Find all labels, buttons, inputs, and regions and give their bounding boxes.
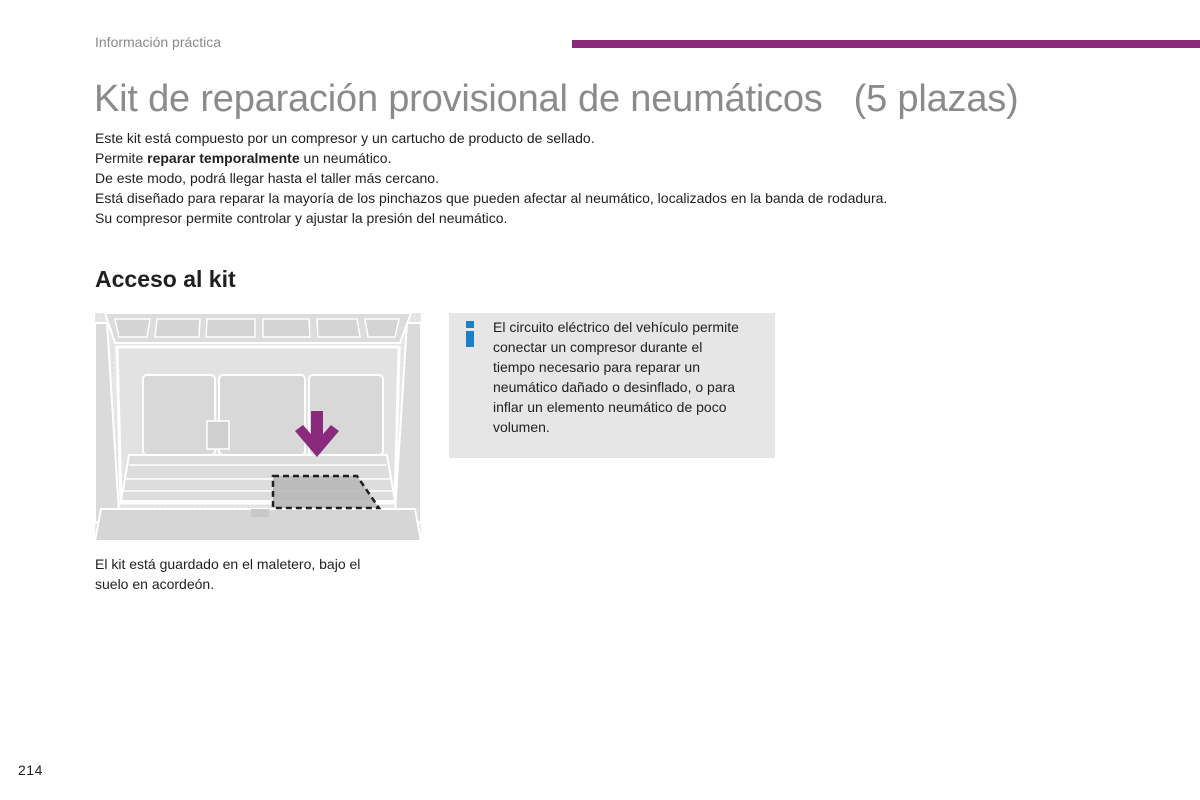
trunk-illustration [95, 313, 421, 541]
info-line: volumen. [493, 419, 550, 435]
info-line: neumático dañado o desinflado, o para [493, 379, 736, 395]
page-title: Kit de reparación provisional de neumáticos (5 plazas) [94, 78, 1019, 120]
header-accent-bar [572, 40, 1200, 48]
info-line: tiempo necesario para reparar un [493, 359, 701, 375]
caption-line: suelo en acordeón. [95, 576, 215, 592]
info-icon [465, 321, 475, 347]
section-heading: Acceso al kit [95, 266, 236, 292]
info-line: inflar un elemento neumático de poco [493, 399, 727, 415]
intro-line: Su compresor permite controlar y ajustar la presión del neumático. [95, 210, 508, 226]
caption-line: El kit está guardado en el maletero, bajo el [95, 556, 361, 572]
page-number: 214 [18, 762, 43, 778]
intro-line-prefix: Permite [95, 150, 148, 166]
info-line: conectar un compresor durante el [493, 339, 703, 355]
info-note-text [493, 317, 769, 437]
intro-emphasis: reparar temporalmente [147, 150, 300, 166]
intro-line: Está diseñado para reparar la mayoría de los pinchazos que pueden afectar al neumático, localizados en la banda de rodadura. [95, 190, 888, 206]
intro-line [95, 148, 887, 168]
intro-text [95, 128, 887, 228]
section-label: Información práctica [95, 34, 222, 50]
intro-line: De este modo, podrá llegar hasta el taller más cercano. [95, 170, 439, 186]
intro-line: Este kit está compuesto por un compresor y un cartucho de producto de sellado. [95, 130, 595, 146]
intro-line-suffix: un neumático. [299, 150, 392, 166]
illustration-caption [95, 554, 415, 594]
info-note-box [449, 313, 775, 458]
info-line: El circuito eléctrico del vehículo permite [493, 319, 739, 335]
trunk-drawing [95, 313, 421, 541]
